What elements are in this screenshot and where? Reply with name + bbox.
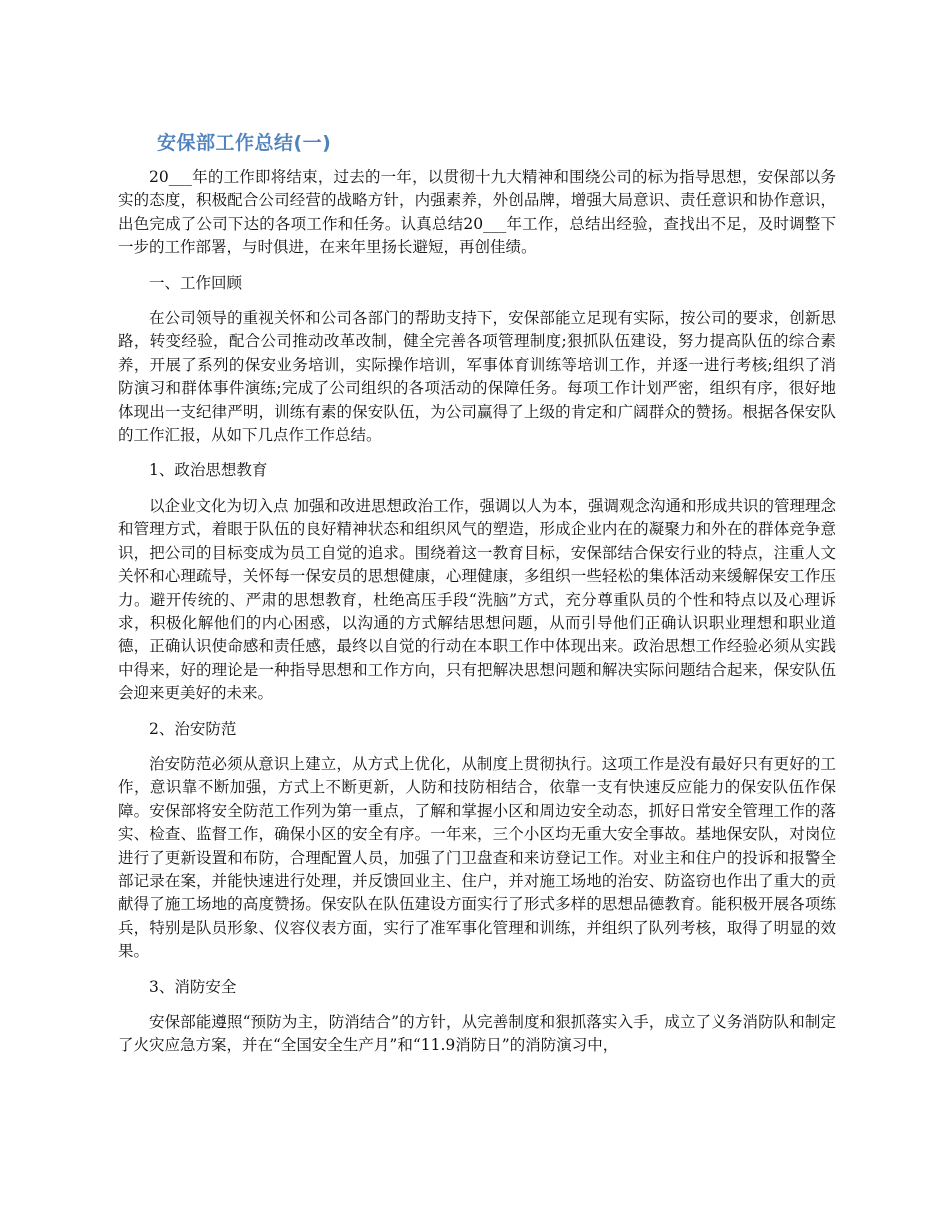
political-education-paragraph: 以企业文化为切入点 加强和改进思想政治工作，强调以人为本，强调观念沟通和形成共识的管理理念和管理方式，着眼于队伍的良好精神状态和组织风气的塑造，形成企业内在的凝聚力和外在的群体竞争意识，把公司的目标变成为员工自觉的追求。围绕着这一教育目标，安保部结合保安行业的特点，注重人文关怀和心理疏导，关怀每一保安员的思想健康，心理健康，多组织一些轻松的集体活动来缓解保安工作压力。避开传统的、严肃的思想教育，杜绝高压手段“洗脑”方式，充分尊重队员的个性和特点以及心理诉求，积极化解他们的内心困惑，以沟通的方式解结思想问题，从而引导他们正确认识职业理想和职业道德，正确认识使命感和责任感，最终以自觉的行动在本职工作中体现出来。政治思想工作经验必须从实践中得来，好的理论是一种指导思想和工作方向，只有把解决思想问题和解决实际问题结合起来，保安队伍会迎来更美好的未来。 [118, 496, 836, 703]
section-heading-review: 一、工作回顾 [149, 273, 243, 292]
document-title: 安保部工作总结(一) [157, 132, 332, 154]
section-heading-public-security: 2、治安防范 [149, 719, 237, 738]
document-body [118, 166, 836, 1070]
fire-safety-paragraph: 安保部能遵照“预防为主，防消结合”的方针，从完善制度和狠抓落实入手，成立了义务消防队和制定了火灾应急方案，并在“全国安全生产月”和“11.9消防日”的消防演习中， [118, 1013, 836, 1055]
public-security-paragraph: 治安防范必须从意识上建立，从方式上优化，从制度上贯彻执行。这项工作是没有最好只有更好的工作，意识靠不断加强，方式上不断更新，人防和技防相结合，依靠一支有快速反应能力的保安队伍作保障。安保部将安全防范工作列为第一重点，了解和掌握小区和周边安全动态，抓好日常安全管理工作的落实、检查、监督工作，确保小区的安全有序。一年来，三个小区均无重大安全事故。基地保安队，对岗位进行了更新设置和布防，合理配置人员，加强了门卫盘查和来访登记工作。对业主和住户的投诉和报警全部记录在案，并能快速进行处理，并反馈回业主、住户，并对施工场地的治安、防盗窃也作出了重大的贡献得了施工场地的高度赞扬。保安队在队伍建设方面实行了形式多样的思想品德教育。能积极开展各项练兵，特别是队员形象、仪容仪表方面，实行了准军事化管理和训练，并组织了队列考核，取得了明显的效果。 [118, 754, 836, 961]
section-heading-fire-safety: 3、消防安全 [149, 977, 237, 996]
intro-paragraph: 20___年的工作即将结束，过去的一年，以贯彻十九大精神和围绕公司的标为指导思想，安保部以务实的态度，积极配合公司经营的战略方针，内强素养，外创品牌，增强大局意识、责任意识和协作意识，出色完成了公司下达的各项工作和任务。认真总结20___年工作，总结出经验，查找出不足，及时调整下一步的工作部署，与时俱进，在来年里扬长避短，再创佳绩。 [118, 168, 836, 257]
section-heading-political-education: 1、政治思想教育 [149, 461, 268, 480]
review-paragraph: 在公司领导的重视关怀和公司各部门的帮助支持下，安保部能立足现有实际，按公司的要求，创新思路，转变经验，配合公司推动改革改制，健全完善各项管理制度;狠抓队伍建设，努力提高队伍的综合素养，开展了系列的保安业务培训，实际操作培训，军事体育训练等培训工作，并逐一进行考核;组织了消防演习和群体事件演练;完成了公司组织的各项活动的保障任务。每项工作计划严密，组织有序，很好地体现出一支纪律严明，训练有素的保安队伍，为公司赢得了上级的肯定和广阔群众的赞扬。根据各保安队的工作汇报，从如下几点作工作总结。 [118, 309, 836, 445]
